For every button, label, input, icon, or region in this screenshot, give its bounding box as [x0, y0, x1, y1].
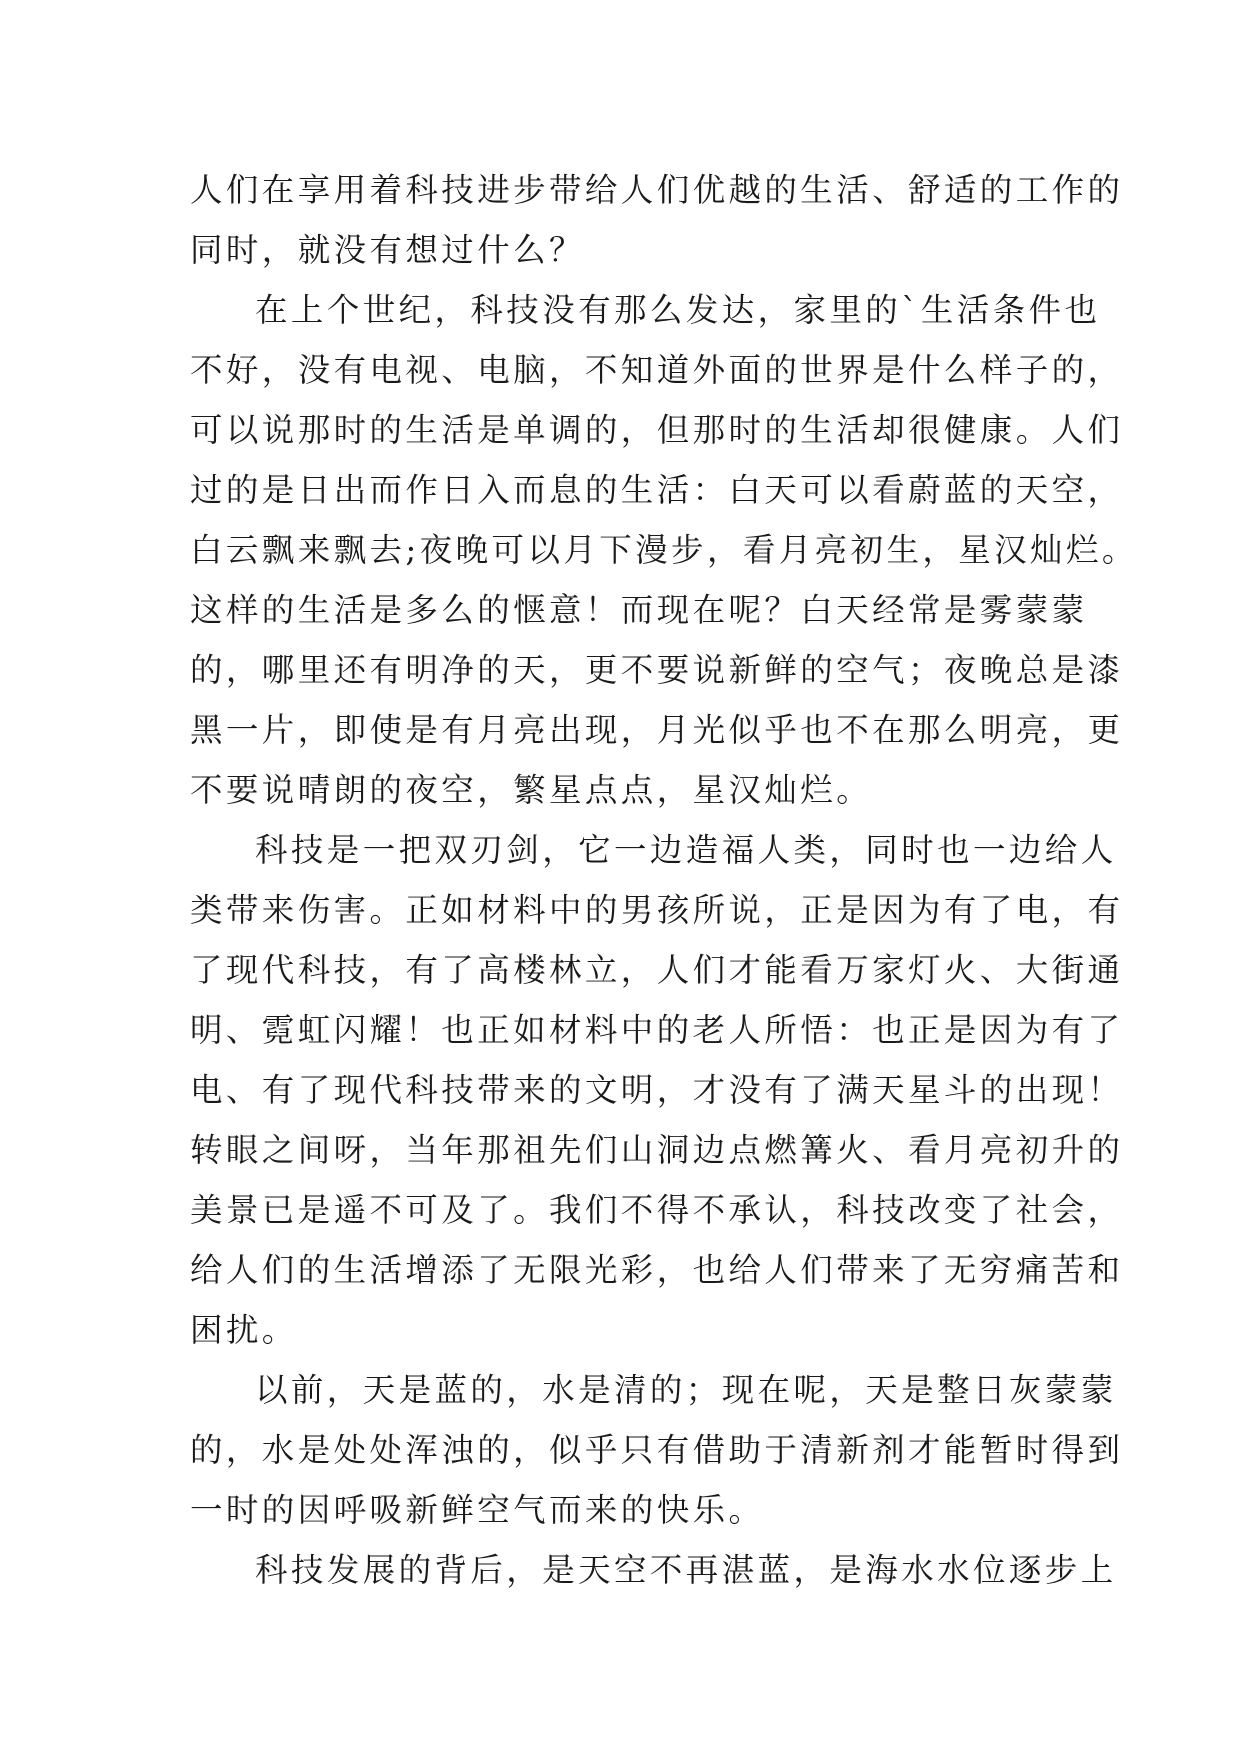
text-line: 可以说那时的生活是单调的，但那时的生活却很健康。人们: [190, 411, 1124, 449]
paragraph-4: [190, 1360, 1124, 1540]
text-line: 了现代科技，有了高楼林立，人们才能看万家灯火、大街通: [190, 951, 1124, 989]
text-line: 类带来伤害。正如材料中的男孩所说，正是因为有了电，有: [190, 891, 1124, 929]
text-line: 的，水是处处浑浊的，似乎只有借助于清新剂才能暂时得到: [190, 1431, 1124, 1469]
text-line: 困扰。: [190, 1311, 298, 1349]
paragraph-1: [190, 160, 1124, 280]
paragraph-2: [190, 280, 1138, 820]
text-line: 同时，就没有想过什么？: [190, 231, 585, 269]
text-line-first: 科技发展的背后，是天空不再湛蓝，是海水水位逐步上: [255, 1551, 1117, 1589]
text-line: 不好，没有电视、电脑，不知道外面的世界是什么样子的，: [190, 351, 1124, 389]
text-line: 一时的因呼吸新鲜空气而来的快乐。: [190, 1491, 765, 1529]
text-line-first: 在上个世纪，科技没有那么发达，家里的`生活条件也: [255, 291, 1101, 329]
text-line: 明、霓虹闪耀！也正如材料中的老人所悟：也正是因为有了: [190, 1011, 1124, 1049]
body-text: [190, 160, 1138, 1600]
text-line: 这样的生活是多么的惬意！而现在呢？白天经常是雾蒙蒙: [190, 591, 1088, 629]
text-line: 电、有了现代科技带来的文明，才没有了满天星斗的出现！: [190, 1071, 1124, 1109]
text-line: 白云飘来飘去;夜晚可以月下漫步，看月亮初生，星汉灿烂。: [190, 531, 1138, 569]
text-line: 的，哪里还有明净的天，更不要说新鲜的空气；夜晚总是漆: [190, 651, 1124, 689]
text-line-first: 科技是一把双刃剑，它一边造福人类，同时也一边给人: [255, 831, 1117, 869]
text-line: 人们在享用着科技进步带给人们优越的生活、舒适的工作的: [190, 171, 1124, 209]
text-line: 不要说晴朗的夜空，繁星点点，星汉灿烂。: [190, 771, 873, 809]
text-line: 美景已是遥不可及了。我们不得不承认，科技改变了社会，: [190, 1191, 1124, 1229]
paragraph-5: [190, 1540, 1117, 1600]
text-line: 黑一片，即使是有月亮出现，月光似乎也不在那么明亮，更: [190, 711, 1124, 749]
text-line: 过的是日出而作日入而息的生活：白天可以看蔚蓝的天空，: [190, 471, 1124, 509]
text-line: 转眼之间呀，当年那祖先们山洞边点燃篝火、看月亮初升的: [190, 1131, 1124, 1169]
paragraph-3: [190, 820, 1124, 1360]
text-line-first: 以前，天是蓝的，水是清的；现在呢，天是整日灰蒙蒙: [255, 1371, 1117, 1409]
text-line: 给人们的生活增添了无限光彩，也给人们带来了无穷痛苦和: [190, 1251, 1124, 1289]
